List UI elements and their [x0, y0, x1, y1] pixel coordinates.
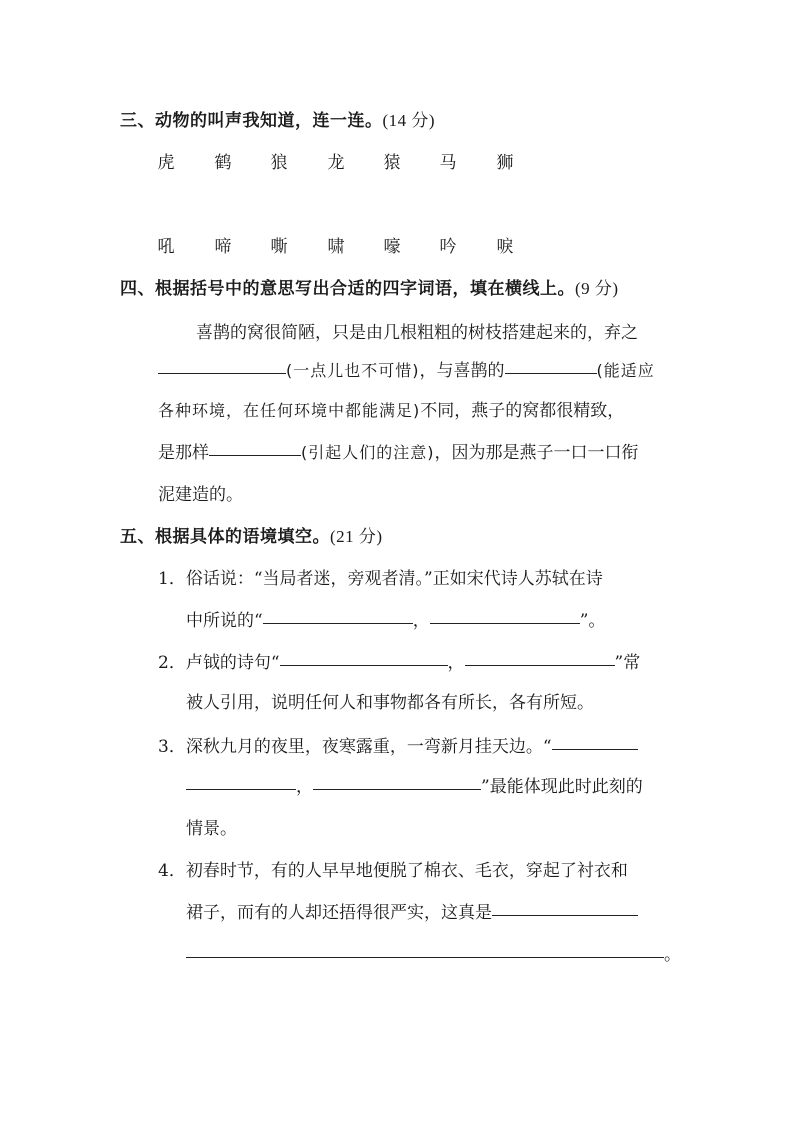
answer-blank[interactable] — [158, 372, 286, 374]
question-4-line3 — [186, 940, 681, 965]
sound-item[interactable]: 嘶 — [270, 237, 288, 257]
question-number: 1． — [158, 569, 186, 589]
section5-heading — [120, 522, 383, 547]
punctuation: ， — [296, 777, 313, 797]
passage-text: 是那样 — [158, 443, 209, 463]
sound-item[interactable]: 啼 — [214, 237, 232, 257]
question-text: 初春时节，有的人早早地便脱了棉衣、毛衣，穿起了衬衣和 — [185, 861, 628, 881]
sound-item[interactable]: 唳 — [496, 237, 514, 257]
answer-blank[interactable] — [465, 664, 615, 666]
punctuation: ， — [412, 611, 430, 631]
sound-item[interactable]: 嚎 — [383, 237, 401, 257]
question-number: 2． — [158, 653, 186, 673]
punctuation: ， — [447, 653, 465, 673]
sound-item[interactable]: 吟 — [439, 237, 457, 257]
question-text: 裙子，而有的人却还捂得很严实，这真是 — [186, 903, 492, 923]
answer-blank[interactable] — [313, 788, 481, 790]
animal-item[interactable]: 虎 — [157, 153, 175, 173]
section5-title: 五、根据具体的语境填空。 — [120, 527, 330, 547]
question-number: 3． — [158, 737, 186, 757]
answer-blank[interactable] — [263, 622, 413, 624]
question-4-line2 — [186, 898, 638, 923]
sound-item[interactable]: 吼 — [157, 237, 175, 257]
section4-line3 — [158, 396, 624, 421]
section4-line5: 泥建造的。 — [158, 485, 243, 505]
answer-blank[interactable] — [280, 664, 448, 666]
hint-text: (一点儿也不可惜) — [286, 361, 420, 380]
question-text: 俗话说：“当局者迷，旁观者清。”正如宋代诗人苏轼在诗 — [185, 569, 603, 589]
answer-blank[interactable] — [430, 622, 580, 624]
question-1-line2 — [186, 606, 605, 631]
section5-points: (21 分) — [330, 527, 383, 546]
section4-line1: 喜鹊的窝很简陋，只是由几根粗粗的树枝搭建起来的，弃之 — [196, 323, 638, 343]
question-3-line2 — [186, 772, 643, 797]
answer-blank[interactable] — [209, 454, 301, 456]
passage-text: 不同，燕子的窝都很精致， — [420, 401, 625, 421]
animal-item[interactable]: 狮 — [496, 153, 514, 173]
sound-item[interactable]: 啸 — [327, 237, 345, 257]
question-text: 卢钺的诗句“ — [185, 653, 280, 673]
question-3-line3: 情景。 — [186, 819, 237, 839]
animal-item[interactable]: 马 — [439, 153, 457, 173]
hint-text: (引起人们的注意) — [301, 443, 435, 462]
question-4-line1 — [158, 856, 628, 881]
animal-item[interactable]: 鹤 — [214, 153, 232, 173]
animal-item[interactable]: 狼 — [270, 153, 288, 173]
answer-blank[interactable] — [186, 956, 664, 958]
question-text: ”最能体现此时此刻的 — [481, 777, 643, 797]
animal-item[interactable]: 龙 — [327, 153, 345, 173]
punctuation: ”。 — [579, 611, 606, 631]
question-2-line2: 被人引用，说明任何人和事物都各有所长，各有所短。 — [186, 693, 594, 713]
section4-title: 四、根据括号中的意思写出合适的四字词语，填在横线上。 — [120, 279, 575, 299]
question-text: 中所说的“ — [186, 611, 263, 631]
hint-text: (能适应 — [596, 361, 655, 380]
answer-blank[interactable] — [492, 914, 638, 916]
question-text: ”常 — [614, 653, 641, 673]
section4-line4 — [158, 438, 639, 463]
question-number: 4． — [158, 861, 186, 881]
question-3-line1 — [158, 732, 638, 757]
punctuation: 。 — [664, 945, 681, 965]
passage-text: ，因为那是燕子一口一口衔 — [434, 443, 639, 463]
answer-blank[interactable] — [186, 788, 296, 790]
hint-text: 各种环境，在任何环境中都能满足) — [158, 401, 421, 420]
section3-points: (14 分) — [382, 111, 436, 130]
section3-heading — [120, 106, 435, 131]
section4-line2 — [158, 356, 655, 381]
answer-blank[interactable] — [552, 748, 638, 750]
section4-heading — [120, 274, 619, 299]
section3-title: 三、动物的叫声我知道，连一连。 — [120, 111, 383, 131]
answer-blank[interactable] — [505, 372, 597, 374]
section4-points: (9 分) — [575, 279, 619, 298]
question-text: 深秋九月的夜里，夜寒露重，一弯新月挂天边。“ — [185, 737, 552, 757]
passage-text: ，与喜鹊的 — [419, 361, 505, 381]
question-2-line1 — [158, 648, 640, 673]
question-1-line1 — [158, 564, 603, 589]
animal-item[interactable]: 猿 — [383, 153, 401, 173]
